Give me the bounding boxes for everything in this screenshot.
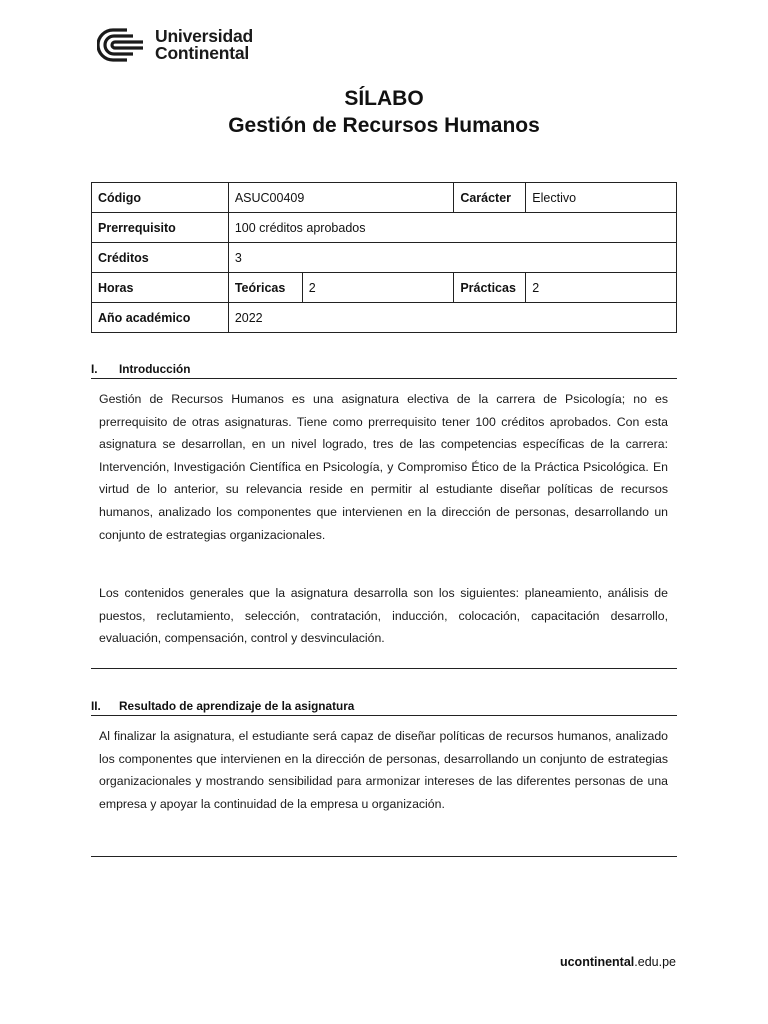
teoricas-label: Teóricas [228,273,302,303]
practicas-label: Prácticas [454,273,526,303]
prerreq-value: 100 créditos aprobados [228,213,676,243]
footer-website-rest: .edu.pe [634,955,676,969]
page-subtitle: Gestión de Recursos Humanos [228,114,540,137]
table-row [92,243,677,273]
logo-line1: Universidad [155,26,253,46]
table-row [92,273,677,303]
page-title: SÍLABO [344,87,424,110]
intro-paragraph-1: Gestión de Recursos Humanos es una asignatura electiva de la carrera de Psicología; no es prerrequisito de otras asignaturas. Tiene como prerrequisito tener 100 créditos aprobados. Con esta asignatura se desarrollan, en un nivel logrado, tres de las competencias específicas de la carrera: Intervención, Investigación Científica en Psicología, y Compromiso Ético de la Práctica Psicológica. En virtud de lo anterior, su relevancia reside en permitir al estudiante diseñar políticas de recursos humanos, analizado los componentes que intervienen en la dirección de personas, desarrollando un conjunto de estrategias organizacionales. [99,392,668,542]
resultado-paragraph: Al finalizar la asignatura, el estudiante será capaz de diseñar políticas de recursos humanos, analizado los componentes que intervienen en la dirección de personas, desarrollando un conjunto de estrategias organizacionales y mostrando sensibilidad para armonizar intereses de las diferentes personas de una empresa y apoyar la continuidad de la empresa u organización. [99,729,668,811]
section-number: I. [91,362,98,376]
section-divider [91,856,677,857]
university-logo [97,27,253,63]
caracter-value: Electivo [526,183,677,213]
practicas-value: 2 [526,273,677,303]
section-number: II. [91,699,101,713]
logo-mark-icon [97,27,147,63]
horas-label: Horas [92,273,229,303]
logo-text [155,28,253,62]
codigo-value: ASUC00409 [228,183,453,213]
table-row [92,183,677,213]
footer-website [560,955,676,969]
codigo-label: Código [92,183,229,213]
anio-value: 2022 [228,303,676,333]
section-title: Resultado de aprendizaje de la asignatura [119,699,355,713]
section-heading-resultado [91,699,677,716]
anio-label: Año académico [92,303,229,333]
creditos-label: Créditos [92,243,229,273]
intro-paragraph-2: Los contenidos generales que la asignatura desarrolla son los siguientes: planeamiento, análisis de puestos, reclutamiento, selección, contratación, inducción, colocación, capacitación desarrollo, evaluación, compensación, control y desvinculación. [99,586,668,646]
section-divider [91,668,677,669]
table-row [92,303,677,333]
caracter-label: Carácter [454,183,526,213]
section-title: Introducción [119,362,191,376]
course-info-table [91,182,677,333]
prerreq-label: Prerrequisito [92,213,229,243]
title-block [0,86,768,140]
teoricas-value: 2 [302,273,454,303]
section-heading-introduccion [91,362,677,379]
creditos-value: 3 [228,243,676,273]
logo-line2: Continental [155,43,250,63]
footer-website-bold: ucontinental [559,955,635,969]
table-row [92,213,677,243]
